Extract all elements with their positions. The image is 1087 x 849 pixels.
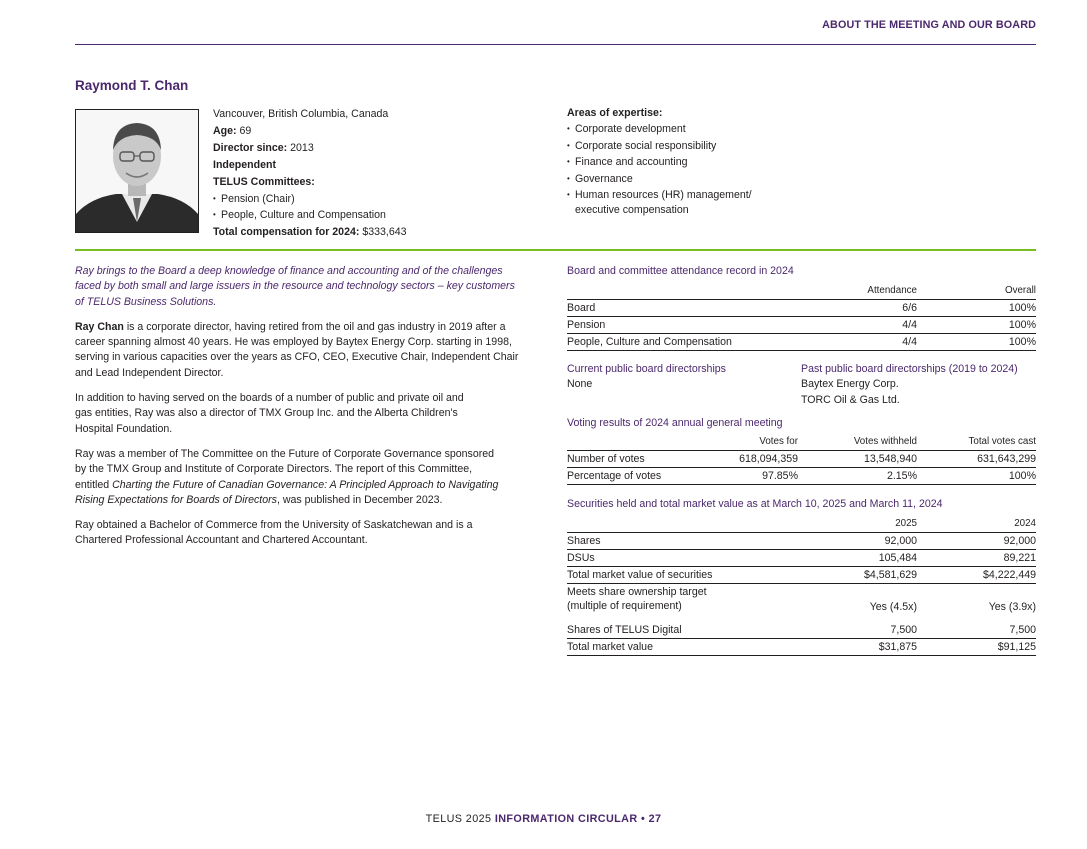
value-2024: 89,221 xyxy=(917,550,1036,567)
row-label: Shares of TELUS Digital xyxy=(567,622,798,639)
report-title: Rising Expectations for Boards of Directors xyxy=(75,493,277,506)
bio-intro xyxy=(75,264,547,310)
votes-withheld: 13,548,940 xyxy=(798,451,917,468)
attendance-table xyxy=(567,283,1036,351)
table-row xyxy=(567,451,1036,468)
value-2024: $91,125 xyxy=(917,639,1036,656)
age-value: 69 xyxy=(239,124,252,137)
current-directorships-title: Current public board directorships xyxy=(567,363,726,375)
expertise-item: • Corporate development xyxy=(567,121,752,137)
bio-text: Chartered Professional Accountant and Chartered Accountant. xyxy=(75,534,368,547)
expertise-item: • Human resources (HR) management/ xyxy=(567,187,752,203)
votes-for: 97.85% xyxy=(687,468,798,485)
row-label: Shares xyxy=(567,533,798,550)
bio-name: Ray Chan xyxy=(75,320,124,333)
value-2024: Yes (3.9x) xyxy=(988,601,1036,613)
bio-text: career spanning almost 40 years. He was employed by Baytex Energy Corp. starting in 1998, xyxy=(75,336,512,349)
row-label: Percentage of votes xyxy=(567,468,687,485)
independence: Independent xyxy=(213,158,276,171)
past-directorships-title: Past public board directorships (2019 to 2024) xyxy=(801,363,1018,375)
target-label-line: Meets share ownership target xyxy=(567,586,707,598)
spacer-cell xyxy=(567,614,1036,622)
bio-text: by the TMX Group and Institute of Corporate Directors. The report of this Committee, xyxy=(75,463,473,476)
table-row xyxy=(567,567,1036,584)
past-directorships xyxy=(801,362,1036,408)
table-header-row xyxy=(567,516,1036,533)
director-photo xyxy=(75,109,199,233)
header-cell xyxy=(567,434,687,451)
age-line xyxy=(213,123,407,140)
expertise-item: • Governance xyxy=(567,171,752,187)
bio-text: is a corporate director, having retired from the oil and gas industry in 2019 after a xyxy=(123,320,506,333)
header-cell: 2024 xyxy=(917,516,1036,533)
section-header: ABOUT THE MEETING AND OUR BOARD xyxy=(822,19,1036,31)
votes-total: 100% xyxy=(917,468,1036,485)
header-cell: Overall xyxy=(917,283,1036,300)
header-cell: Attendance xyxy=(777,283,917,300)
bio-intro-line: faced by both small and large issuers in the resource and technology sectors – key customers xyxy=(75,280,515,293)
attendance-value: 4/4 xyxy=(777,334,917,351)
value-2024: 7,500 xyxy=(917,622,1036,639)
compensation-value: $333,643 xyxy=(362,226,407,239)
bio-paragraph-4 xyxy=(75,518,547,549)
footer-title: INFORMATION CIRCULAR xyxy=(494,813,638,825)
value-2024: 92,000 xyxy=(917,533,1036,550)
bio-text: gas entities, Ray was also a director of TMX Group Inc. and the Alberta Children's xyxy=(75,407,458,420)
attendance-title: Board and committee attendance record in 2024 xyxy=(567,265,794,277)
row-label: Total market value xyxy=(567,639,798,656)
bio-paragraph-1 xyxy=(75,320,547,381)
committees-label: TELUS Committees: xyxy=(213,175,315,188)
row-label: Pension xyxy=(567,317,777,334)
value-2025: 92,000 xyxy=(798,533,917,550)
header-cell: Votes for xyxy=(687,434,798,451)
value-2025: 7,500 xyxy=(798,622,917,639)
row-label: Total market value of securities xyxy=(567,567,798,584)
votes-withheld: 2.15% xyxy=(798,468,917,485)
director-name: Raymond T. Chan xyxy=(75,78,189,93)
bio-text: Hospital Foundation. xyxy=(75,422,173,435)
votes-for: 618,094,359 xyxy=(687,451,798,468)
director-records xyxy=(567,264,1036,656)
report-title: Charting the Future of Canadian Governance: A Principled Approach to Navigating xyxy=(112,478,499,491)
bio-text: , was published in December 2023. xyxy=(276,493,443,506)
age-label: Age: xyxy=(213,124,237,137)
header-cell: Total votes cast xyxy=(917,434,1036,451)
directorship-item: Baytex Energy Corp. xyxy=(801,378,899,390)
page-footer xyxy=(0,812,1087,828)
committee-item: • People, Culture and Compensation xyxy=(213,207,407,224)
portrait-image xyxy=(76,110,198,232)
votes-total: 631,643,299 xyxy=(917,451,1036,468)
header-cell xyxy=(567,283,777,300)
header-cell xyxy=(567,516,798,533)
bio-text: and Lead Independent Director. xyxy=(75,366,224,379)
bio-text: entitled xyxy=(75,478,113,491)
bio-intro-line: Ray brings to the Board a deep knowledge of finance and accounting and of the challenges xyxy=(75,265,503,277)
header-cell: 2025 xyxy=(798,516,917,533)
current-directorships xyxy=(567,362,801,408)
bio-text: Ray obtained a Bachelor of Commerce from the University of Saskatchewan and is a xyxy=(75,519,473,532)
voting-table xyxy=(567,434,1036,485)
table-row xyxy=(567,550,1036,567)
table-row xyxy=(567,533,1036,550)
expertise-label: Areas of expertise: xyxy=(567,107,663,119)
bio-paragraph-3 xyxy=(75,447,547,508)
table-row xyxy=(567,622,1036,639)
table-row xyxy=(567,468,1036,485)
committee-item: • Pension (Chair) xyxy=(213,191,407,208)
board-directorships xyxy=(567,362,1036,408)
director-since-line xyxy=(213,140,407,157)
expertise-item: • Corporate social responsibility xyxy=(567,138,752,154)
bio-intro-line: of TELUS Business Solutions. xyxy=(75,295,217,308)
table-row xyxy=(567,334,1036,351)
value-2025: 105,484 xyxy=(798,550,917,567)
value-2025: $4,581,629 xyxy=(798,567,917,584)
value-2024: $4,222,449 xyxy=(917,567,1036,584)
row-label xyxy=(567,584,798,615)
table-row xyxy=(567,300,1036,317)
attendance-value: 6/6 xyxy=(777,300,917,317)
header-cell: Votes withheld xyxy=(798,434,917,451)
director-since-label: Director since: xyxy=(213,141,288,154)
profile-divider xyxy=(75,249,1036,251)
voting-title: Voting results of 2024 annual general meeting xyxy=(567,417,783,429)
biography xyxy=(75,264,547,559)
footer-bullet: • xyxy=(640,813,646,825)
securities-title: Securities held and total market value as at March 10, 2025 and March 11, 2024 xyxy=(567,498,943,510)
overall-value: 100% xyxy=(917,317,1036,334)
header-divider xyxy=(75,44,1036,45)
location: Vancouver, British Columbia, Canada xyxy=(213,108,389,120)
bio-text: In addition to having served on the boards of a number of public and private oil and xyxy=(75,392,464,405)
value-2025: $31,875 xyxy=(798,639,917,656)
spacer-row xyxy=(567,614,1036,622)
bio-paragraph-2 xyxy=(75,391,547,437)
row-label: DSUs xyxy=(567,550,798,567)
bio-text: Ray was a member of The Committee on the Future of Corporate Governance sponsored xyxy=(75,447,495,460)
areas-of-expertise xyxy=(567,106,752,219)
directorship-item: None xyxy=(567,378,593,390)
bio-text: serving in various capacities over the years as CFO, CEO, Executive Chair, Independent Chair xyxy=(75,351,519,364)
footer-prefix: TELUS 2025 xyxy=(425,813,495,825)
table-row xyxy=(567,639,1036,656)
expertise-item: • Finance and accounting xyxy=(567,154,752,170)
directorship-item: TORC Oil & Gas Ltd. xyxy=(801,393,900,406)
target-label-line: (multiple of requirement) xyxy=(567,600,682,612)
securities-table xyxy=(567,516,1036,656)
director-since-value: 2013 xyxy=(290,141,314,154)
director-info xyxy=(213,106,407,241)
table-row xyxy=(567,317,1036,334)
attendance-value: 4/4 xyxy=(777,317,917,334)
page-number: 27 xyxy=(648,813,662,825)
value-2025: Yes (4.5x) xyxy=(869,601,917,613)
row-label: Board xyxy=(567,300,777,317)
expertise-item-continued: executive compensation xyxy=(575,204,689,217)
compensation-line xyxy=(213,224,407,241)
overall-value: 100% xyxy=(917,334,1036,351)
overall-value: 100% xyxy=(917,300,1036,317)
table-header-row xyxy=(567,283,1036,300)
table-row xyxy=(567,584,1036,615)
table-header-row xyxy=(567,434,1036,451)
row-label: People, Culture and Compensation xyxy=(567,334,777,351)
compensation-label: Total compensation for 2024: xyxy=(213,226,360,239)
row-label: Number of votes xyxy=(567,451,687,468)
